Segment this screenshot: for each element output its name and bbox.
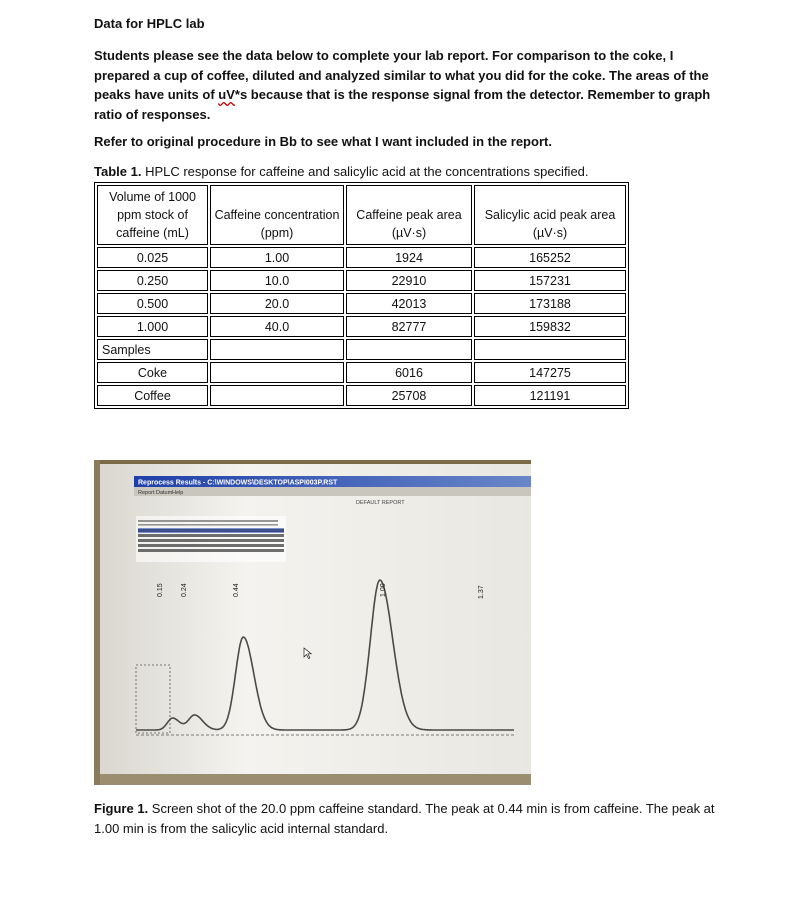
figure-caption-label: Figure 1. bbox=[94, 801, 149, 816]
cell-volume: 0.025 bbox=[97, 247, 208, 268]
report-header: DEFAULT REPORT bbox=[356, 500, 405, 506]
header-caffeine-area: Caffeine peak area (µV·s) bbox=[346, 185, 472, 245]
cell-volume: 1.000 bbox=[97, 316, 208, 337]
empty-cell bbox=[210, 385, 344, 406]
header-concentration: Caffeine concentration (ppm) bbox=[210, 185, 344, 245]
samples-label-row bbox=[97, 339, 626, 360]
cell-concentration: 20.0 bbox=[210, 293, 344, 314]
sample-name: Coffee bbox=[97, 385, 208, 406]
sample-row bbox=[97, 362, 626, 383]
cell-salicylic-area: 159832 bbox=[474, 316, 626, 337]
window-title: Reprocess Results - C:\WINDOWS\DESKTOP\ASPI003P.RST bbox=[138, 479, 338, 487]
cell-caffeine-area: 1924 bbox=[346, 247, 472, 268]
monitor-bezel-top bbox=[94, 460, 531, 464]
cell-salicylic-area: 165252 bbox=[474, 247, 626, 268]
units-text: uV bbox=[218, 87, 235, 102]
cell-concentration: 10.0 bbox=[210, 270, 344, 291]
peak-label: 0.44 bbox=[233, 583, 240, 597]
menu-bar bbox=[134, 487, 531, 496]
instructions-text-1: Students please see the data below to complete your lab report. For comparison to the coke, I prepared a cup of coffee, diluted and analyzed similar to what you did for the coke. The areas of the peaks have units of bbox=[94, 48, 709, 102]
samples-label: Samples bbox=[97, 339, 208, 360]
table-row bbox=[97, 293, 626, 314]
cell-salicylic-area: 121191 bbox=[474, 385, 626, 406]
peak-table-selected-row bbox=[138, 528, 284, 533]
figure-caption bbox=[94, 799, 734, 839]
cell-caffeine-area: 25708 bbox=[346, 385, 472, 406]
screen-background bbox=[94, 460, 531, 785]
cell-caffeine-area: 22910 bbox=[346, 270, 472, 291]
cell-caffeine-area: 6016 bbox=[346, 362, 472, 383]
peak-label: 0.15 bbox=[157, 583, 164, 597]
monitor-bezel-left bbox=[94, 460, 100, 785]
cell-salicylic-area: 157231 bbox=[474, 270, 626, 291]
table-header-row bbox=[97, 185, 626, 245]
cell-caffeine-area: 42013 bbox=[346, 293, 472, 314]
cell-salicylic-area: 147275 bbox=[474, 362, 626, 383]
table-caption-text: HPLC response for caffeine and salicylic acid at the concentrations specified. bbox=[141, 164, 589, 179]
figure-caption-text: Screen shot of the 20.0 ppm caffeine standard. The peak at 0.44 min is from caffeine. The peak at 1.00 min is from the salicylic acid internal standard. bbox=[94, 801, 715, 836]
table-row bbox=[97, 247, 626, 268]
table-caption-label: Table 1. bbox=[94, 164, 142, 179]
empty-cell bbox=[210, 362, 344, 383]
cell-caffeine-area: 82777 bbox=[346, 316, 472, 337]
cell-volume: 0.250 bbox=[97, 270, 208, 291]
peak-label: 1.00 bbox=[380, 583, 387, 597]
instructions-paragraph bbox=[94, 46, 714, 124]
menu-item-report: Report bbox=[138, 490, 155, 496]
empty-cell bbox=[474, 339, 626, 360]
peak-label: 1.37 bbox=[478, 585, 485, 599]
menu-item-help: Help bbox=[172, 490, 184, 496]
sample-name: Coke bbox=[97, 362, 208, 383]
empty-cell bbox=[346, 339, 472, 360]
cell-salicylic-area: 173188 bbox=[474, 293, 626, 314]
cell-concentration: 40.0 bbox=[210, 316, 344, 337]
hplc-data-table bbox=[94, 182, 629, 409]
chromatogram-svg bbox=[94, 460, 531, 785]
menu-item-datum: Datum bbox=[156, 490, 173, 496]
peak-label: 0.24 bbox=[181, 583, 188, 597]
header-volume: Volume of 1000 ppm stock of caffeine (mL) bbox=[97, 185, 208, 245]
header-salicylic-area: Salicylic acid peak area (µV·s) bbox=[474, 185, 626, 245]
refer-note: Refer to original procedure in Bb to see what I want included in the report. bbox=[94, 134, 552, 149]
instructions-text-2: *s because that is the response signal from the detector. Remember to graph ratio of responses. bbox=[94, 87, 711, 122]
cell-concentration: 1.00 bbox=[210, 247, 344, 268]
monitor-bezel-bottom bbox=[100, 774, 531, 785]
sample-row bbox=[97, 385, 626, 406]
page-title: Data for HPLC lab bbox=[94, 16, 205, 31]
chromatogram-photo bbox=[94, 460, 531, 785]
table-row bbox=[97, 270, 626, 291]
cell-volume: 0.500 bbox=[97, 293, 208, 314]
empty-cell bbox=[210, 339, 344, 360]
table-caption bbox=[94, 164, 589, 179]
table-row bbox=[97, 316, 626, 337]
